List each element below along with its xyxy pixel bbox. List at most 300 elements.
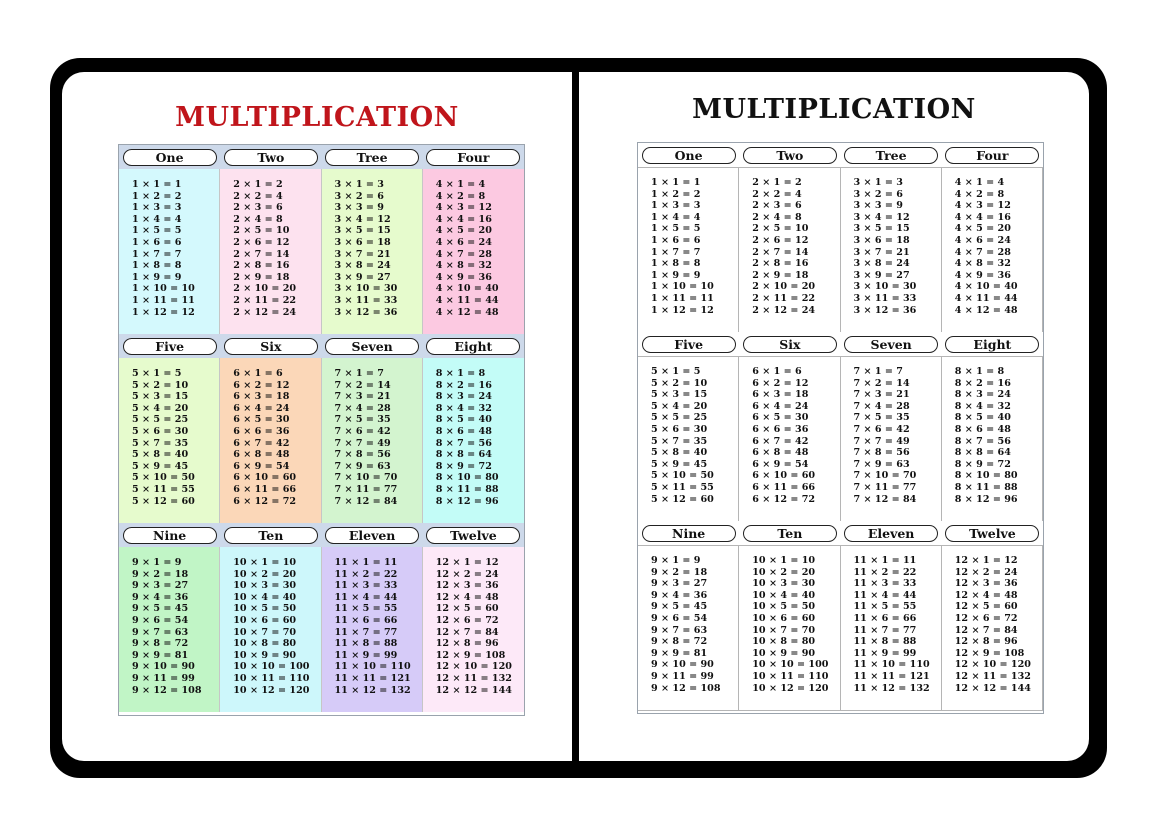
equation-line: 5 × 5 = 25: [651, 412, 708, 424]
table-columns: [119, 358, 524, 523]
equation-line: 1 × 9 = 9: [651, 269, 701, 281]
equation-line: 8 × 3 = 24: [954, 389, 1011, 401]
equation-line: 6 × 8 = 48: [233, 449, 290, 461]
equation-line: 9 × 4 = 36: [132, 591, 189, 603]
times-table-column: [423, 169, 524, 334]
equation-line: 9 × 1 = 9: [651, 555, 701, 566]
table-header-cell: [841, 332, 942, 356]
table-block-row: [638, 332, 1043, 522]
equation-line: 10 × 2 = 20: [752, 566, 816, 578]
equation-line: 2 × 2 = 4: [233, 190, 283, 202]
equation-line: 10 × 10 = 100: [233, 661, 310, 673]
table-name-label: Ten: [224, 527, 318, 544]
equation-line: 6 × 10 = 60: [233, 472, 297, 484]
equation-line: 6 × 7 = 42: [233, 437, 290, 449]
colored-sheet: [62, 72, 572, 761]
equation-line: 10 × 10 = 100: [752, 659, 829, 671]
equation-line: 5 × 6 = 30: [132, 425, 189, 437]
times-table-column: [119, 547, 220, 712]
table-name-label: Nine: [123, 527, 217, 544]
equation-line: 10 × 5 = 50: [752, 601, 816, 613]
table-header-cell: [638, 143, 739, 167]
equation-line: 2 × 6 = 12: [233, 236, 290, 248]
equation-line: 4 × 11 = 44: [435, 294, 499, 306]
equation-line: 9 × 10 = 90: [132, 661, 195, 673]
equation-line: 10 × 11 = 110: [233, 672, 310, 684]
equation-line: 8 × 1 = 8: [954, 366, 1005, 377]
equation-line: 1 × 7 = 7: [132, 248, 182, 260]
equation-line: 5 × 3 = 15: [132, 391, 189, 403]
table-name-label: Four: [945, 147, 1039, 164]
times-table-column: [942, 356, 1043, 521]
equation-line: 8 × 2 = 16: [954, 377, 1011, 389]
table-header-cell: [322, 145, 423, 169]
equation-line: 8 × 4 = 32: [954, 400, 1011, 412]
equation-line: 2 × 12 = 24: [233, 306, 297, 318]
equation-line: 5 × 7 = 35: [132, 437, 189, 449]
equation-line: 4 × 1 = 4: [435, 179, 486, 190]
equation-line: 2 × 9 = 18: [752, 269, 809, 281]
equation-line: 1 × 2 = 2: [651, 188, 701, 200]
equation-line: 10 × 9 = 90: [233, 649, 297, 661]
equation-line: 7 × 3 = 21: [853, 389, 910, 401]
equation-line: 8 × 7 = 56: [435, 437, 492, 449]
equation-line: 8 × 1 = 8: [435, 368, 486, 379]
equation-line: 12 × 2 = 24: [954, 566, 1018, 578]
equation-line: 4 × 10 = 40: [435, 283, 499, 295]
equation-line: 6 × 6 = 36: [233, 425, 290, 437]
equation-line: 7 × 4 = 28: [853, 400, 910, 412]
equation-line: 11 × 2 = 22: [853, 566, 917, 578]
equation-line: 6 × 4 = 24: [233, 402, 290, 414]
equation-line: 10 × 9 = 90: [752, 647, 816, 659]
equation-line: 3 × 5 = 15: [334, 225, 391, 237]
equation-line: 6 × 5 = 30: [233, 414, 290, 426]
equation-line: 10 × 3 = 30: [233, 580, 297, 592]
times-table-column: [638, 545, 739, 710]
equation-line: 5 × 4 = 20: [132, 402, 189, 414]
equation-line: 4 × 12 = 48: [435, 306, 499, 318]
equation-line: 6 × 4 = 24: [752, 400, 809, 412]
equation-line: 11 × 9 = 99: [853, 647, 917, 659]
equation-line: 9 × 3 = 27: [132, 580, 189, 592]
times-table-column: [322, 169, 423, 334]
equation-line: 5 × 11 = 55: [651, 481, 714, 493]
equation-line: 1 × 8 = 8: [651, 258, 701, 270]
equation-line: 10 × 1 = 10: [233, 557, 297, 568]
equation-line: 7 × 3 = 21: [334, 391, 391, 403]
equation-line: 11 × 8 = 88: [853, 636, 917, 648]
times-table-column: [739, 167, 840, 332]
equation-line: 3 × 1 = 3: [334, 179, 384, 190]
equation-line: 8 × 8 = 64: [435, 449, 492, 461]
equation-line: 6 × 12 = 72: [752, 493, 816, 505]
equation-line: 10 × 7 = 70: [233, 626, 297, 638]
table-name-label: One: [123, 149, 217, 166]
equation-line: 10 × 4 = 40: [752, 589, 816, 601]
equation-line: 6 × 10 = 60: [752, 470, 816, 482]
equation-line: 6 × 3 = 18: [233, 391, 290, 403]
equation-line: 10 × 6 = 60: [752, 612, 816, 624]
times-table-column: [638, 356, 739, 521]
equation-line: 8 × 9 = 72: [435, 460, 492, 472]
equation-line: 11 × 5 = 55: [853, 601, 917, 613]
equation-line: 7 × 7 = 49: [334, 437, 391, 449]
equation-line: 4 × 3 = 12: [435, 202, 492, 214]
table-block-row: [119, 334, 524, 523]
equation-line: 3 × 5 = 15: [853, 223, 910, 235]
equation-line: 5 × 12 = 60: [132, 495, 195, 507]
equation-line: 11 × 6 = 66: [853, 612, 917, 624]
table-name-label: Tree: [844, 147, 938, 164]
table-name-label: Six: [743, 336, 837, 353]
times-table-column: [841, 545, 942, 710]
equation-line: 2 × 8 = 16: [233, 260, 290, 272]
table-name-label: Twelve: [426, 527, 520, 544]
equation-line: 3 × 12 = 36: [853, 304, 917, 316]
equation-line: 4 × 12 = 48: [954, 304, 1018, 316]
equation-line: 8 × 5 = 40: [435, 414, 492, 426]
equation-line: 12 × 5 = 60: [435, 603, 499, 615]
equation-line: 2 × 9 = 18: [233, 271, 290, 283]
equation-line: 11 × 7 = 77: [853, 624, 917, 636]
equation-line: 12 × 6 = 72: [435, 614, 499, 626]
equation-line: 2 × 10 = 20: [752, 281, 816, 293]
equation-line: 5 × 3 = 15: [651, 389, 708, 401]
equation-line: 1 × 4 = 4: [132, 213, 182, 225]
equation-line: 8 × 9 = 72: [954, 458, 1011, 470]
plain-times-table-grid: [637, 142, 1044, 714]
equation-line: 8 × 4 = 32: [435, 402, 492, 414]
table-columns: [119, 547, 524, 712]
equation-line: 4 × 8 = 32: [954, 258, 1011, 270]
equation-line: 12 × 3 = 36: [435, 580, 499, 592]
equation-line: 12 × 9 = 108: [954, 647, 1025, 659]
table-header-cell: [638, 521, 739, 545]
table-name-label: Eleven: [844, 525, 938, 542]
table-header-cell: [638, 332, 739, 356]
table-header-cell: [119, 523, 220, 547]
equation-line: 7 × 2 = 14: [853, 377, 910, 389]
equation-line: 6 × 2 = 12: [233, 379, 290, 391]
equation-line: 12 × 4 = 48: [435, 591, 499, 603]
equation-line: 7 × 5 = 35: [853, 412, 910, 424]
table-name-label: Five: [123, 338, 217, 355]
times-table-column: [423, 547, 524, 712]
table-name-label: Six: [224, 338, 318, 355]
equation-line: 3 × 11 = 33: [334, 294, 398, 306]
equation-line: 6 × 5 = 30: [752, 412, 809, 424]
times-table-column: [119, 358, 220, 523]
equation-line: 2 × 4 = 8: [752, 211, 802, 223]
equation-line: 3 × 3 = 9: [853, 200, 903, 212]
equation-line: 5 × 4 = 20: [651, 400, 708, 412]
equation-line: 5 × 2 = 10: [132, 379, 189, 391]
times-table-column: [322, 358, 423, 523]
equation-line: 12 × 11 = 132: [435, 672, 512, 684]
equation-line: 1 × 11 = 11: [132, 294, 195, 306]
equation-line: 12 × 10 = 120: [435, 661, 512, 673]
table-columns: [119, 169, 524, 334]
equation-line: 6 × 1 = 6: [233, 368, 283, 379]
equation-line: 2 × 4 = 8: [233, 213, 283, 225]
equation-line: 7 × 6 = 42: [853, 423, 910, 435]
equation-line: 10 × 2 = 20: [233, 568, 297, 580]
equation-line: 4 × 8 = 32: [435, 260, 492, 272]
equation-line: 12 × 1 = 12: [435, 557, 499, 568]
equation-line: 8 × 6 = 48: [435, 425, 492, 437]
equation-line: 3 × 8 = 24: [334, 260, 391, 272]
equation-line: 2 × 12 = 24: [752, 304, 816, 316]
equation-line: 4 × 9 = 36: [954, 269, 1011, 281]
equation-line: 4 × 5 = 20: [435, 225, 492, 237]
equation-line: 9 × 2 = 18: [651, 566, 708, 578]
table-header-cell: [739, 332, 840, 356]
equation-line: 3 × 9 = 27: [853, 269, 910, 281]
table-block-row: [119, 145, 524, 334]
equation-line: 5 × 9 = 45: [132, 460, 189, 472]
equation-line: 10 × 3 = 30: [752, 578, 816, 590]
equation-line: 7 × 9 = 63: [334, 460, 391, 472]
equation-line: 1 × 7 = 7: [651, 246, 701, 258]
times-table-column: [638, 167, 739, 332]
equation-line: 3 × 10 = 30: [853, 281, 917, 293]
equation-line: 9 × 10 = 90: [651, 659, 714, 671]
equation-line: 9 × 12 = 108: [132, 684, 202, 696]
equation-line: 5 × 10 = 50: [651, 470, 714, 482]
equation-line: 5 × 5 = 25: [132, 414, 189, 426]
equation-line: 4 × 7 = 28: [954, 246, 1011, 258]
equation-line: 4 × 2 = 8: [954, 188, 1005, 200]
equation-line: 8 × 10 = 80: [435, 472, 499, 484]
equation-line: 7 × 1 = 7: [334, 368, 384, 379]
equation-line: 9 × 11 = 99: [651, 670, 714, 682]
table-block-row: [638, 143, 1043, 333]
table-name-label: Two: [743, 147, 837, 164]
equation-line: 8 × 12 = 96: [435, 495, 499, 507]
table-header-cell: [942, 521, 1043, 545]
table-name-label: Twelve: [945, 525, 1039, 542]
equation-line: 7 × 1 = 7: [853, 366, 903, 377]
equation-line: 7 × 7 = 49: [853, 435, 910, 447]
times-table-column: [942, 167, 1043, 332]
plain-sheet: [579, 72, 1089, 761]
equation-line: 2 × 6 = 12: [752, 234, 809, 246]
equation-line: 3 × 3 = 9: [334, 202, 384, 214]
equation-line: 2 × 1 = 2: [233, 179, 283, 190]
equation-line: 9 × 12 = 108: [651, 682, 721, 694]
equation-line: 7 × 9 = 63: [853, 458, 910, 470]
equation-line: 5 × 2 = 10: [651, 377, 708, 389]
table-name-label: Nine: [642, 525, 736, 542]
equation-line: 5 × 12 = 60: [651, 493, 714, 505]
equation-line: 7 × 4 = 28: [334, 402, 391, 414]
equation-line: 4 × 4 = 16: [954, 211, 1011, 223]
equation-line: 5 × 6 = 30: [651, 423, 708, 435]
equation-line: 8 × 6 = 48: [954, 423, 1011, 435]
times-table-column: [942, 545, 1043, 710]
table-header-cell: [220, 523, 321, 547]
equation-line: 2 × 7 = 14: [233, 248, 290, 260]
times-table-column: [220, 547, 321, 712]
equation-line: 4 × 7 = 28: [435, 248, 492, 260]
equation-line: 1 × 4 = 4: [651, 211, 701, 223]
equation-line: 1 × 9 = 9: [132, 271, 182, 283]
equation-line: 1 × 2 = 2: [132, 190, 182, 202]
equation-line: 8 × 7 = 56: [954, 435, 1011, 447]
table-header-cell: [423, 145, 524, 169]
equation-line: 1 × 3 = 3: [132, 202, 182, 214]
table-header-cell: [739, 143, 840, 167]
equation-line: 11 × 3 = 33: [853, 578, 917, 590]
equation-line: 9 × 9 = 81: [651, 647, 708, 659]
equation-line: 1 × 3 = 3: [651, 200, 701, 212]
header-strip: [119, 523, 524, 547]
equation-line: 3 × 4 = 12: [853, 211, 910, 223]
equation-line: 8 × 5 = 40: [954, 412, 1011, 424]
equation-line: 6 × 2 = 12: [752, 377, 809, 389]
table-header-cell: [119, 145, 220, 169]
equation-line: 11 × 10 = 110: [853, 659, 930, 671]
equation-line: 3 × 1 = 3: [853, 177, 903, 188]
equation-line: 6 × 6 = 36: [752, 423, 809, 435]
equation-line: 6 × 7 = 42: [752, 435, 809, 447]
equation-line: 12 × 4 = 48: [954, 589, 1018, 601]
equation-line: 12 × 5 = 60: [954, 601, 1018, 613]
colored-sheet-title: MULTIPLICATION: [175, 102, 459, 133]
table-block-row: [638, 521, 1043, 711]
table-name-label: Two: [224, 149, 318, 166]
equation-line: 11 × 8 = 88: [334, 638, 398, 650]
equation-line: 7 × 12 = 84: [334, 495, 398, 507]
equation-line: 12 × 12 = 144: [435, 684, 512, 696]
equation-line: 2 × 8 = 16: [752, 258, 809, 270]
equation-line: 9 × 8 = 72: [651, 636, 708, 648]
equation-line: 3 × 7 = 21: [853, 246, 910, 258]
equation-line: 1 × 12 = 12: [651, 304, 714, 316]
equation-line: 4 × 3 = 12: [954, 200, 1011, 212]
equation-line: 11 × 1 = 11: [334, 557, 398, 568]
equation-line: 2 × 11 = 22: [752, 292, 816, 304]
equation-line: 11 × 3 = 33: [334, 580, 398, 592]
table-header-cell: [220, 334, 321, 358]
equation-line: 1 × 10 = 10: [132, 283, 195, 295]
header-strip: [119, 145, 524, 169]
equation-line: 6 × 9 = 54: [752, 458, 809, 470]
equation-line: 11 × 12 = 132: [334, 684, 411, 696]
table-header-cell: [322, 523, 423, 547]
table-name-label: Five: [642, 336, 736, 353]
equation-line: 6 × 11 = 66: [233, 483, 297, 495]
equation-line: 3 × 7 = 21: [334, 248, 391, 260]
equation-line: 1 × 1 = 1: [651, 177, 701, 188]
equation-line: 10 × 5 = 50: [233, 603, 297, 615]
equation-line: 8 × 11 = 88: [435, 483, 499, 495]
equation-line: 10 × 1 = 10: [752, 555, 816, 566]
table-name-label: Four: [426, 149, 520, 166]
equation-line: 4 × 5 = 20: [954, 223, 1011, 235]
table-header-cell: [423, 523, 524, 547]
equation-line: 11 × 2 = 22: [334, 568, 398, 580]
table-header-cell: [841, 143, 942, 167]
header-strip: [638, 521, 1043, 546]
equation-line: 11 × 10 = 110: [334, 661, 411, 673]
equation-line: 3 × 6 = 18: [334, 236, 391, 248]
times-table-column: [119, 169, 220, 334]
equation-line: 12 × 6 = 72: [954, 612, 1018, 624]
equation-line: 9 × 2 = 18: [132, 568, 189, 580]
table-header-cell: [423, 334, 524, 358]
equation-line: 5 × 11 = 55: [132, 483, 195, 495]
times-table-column: [220, 358, 321, 523]
equation-line: 11 × 11 = 121: [853, 670, 930, 682]
equation-line: 9 × 6 = 54: [132, 614, 189, 626]
equation-line: 8 × 2 = 16: [435, 379, 492, 391]
equation-line: 10 × 8 = 80: [233, 638, 297, 650]
equation-line: 5 × 7 = 35: [651, 435, 708, 447]
equation-line: 5 × 10 = 50: [132, 472, 195, 484]
equation-line: 12 × 3 = 36: [954, 578, 1018, 590]
equation-line: 11 × 7 = 77: [334, 626, 398, 638]
equation-line: 4 × 11 = 44: [954, 292, 1018, 304]
equation-line: 10 × 6 = 60: [233, 614, 297, 626]
header-strip: [638, 143, 1043, 168]
equation-line: 3 × 2 = 6: [853, 188, 903, 200]
equation-line: 2 × 3 = 6: [233, 202, 283, 214]
equation-line: 9 × 1 = 9: [132, 557, 182, 568]
equation-line: 9 × 7 = 63: [132, 626, 189, 638]
equation-line: 5 × 1 = 5: [651, 366, 701, 377]
equation-line: 2 × 10 = 20: [233, 283, 297, 295]
equation-line: 1 × 1 = 1: [132, 179, 182, 190]
equation-line: 11 × 9 = 99: [334, 649, 398, 661]
equation-line: 3 × 4 = 12: [334, 213, 391, 225]
times-table-column: [841, 356, 942, 521]
equation-line: 9 × 3 = 27: [651, 578, 708, 590]
equation-line: 1 × 5 = 5: [132, 225, 182, 237]
equation-line: 7 × 10 = 70: [853, 470, 917, 482]
equation-line: 11 × 6 = 66: [334, 614, 398, 626]
table-name-label: Tree: [325, 149, 419, 166]
equation-line: 7 × 2 = 14: [334, 379, 391, 391]
times-table-column: [220, 169, 321, 334]
equation-line: 9 × 8 = 72: [132, 638, 189, 650]
equation-line: 8 × 11 = 88: [954, 481, 1018, 493]
equation-line: 4 × 2 = 8: [435, 190, 486, 202]
equation-line: 12 × 12 = 144: [954, 682, 1031, 694]
equation-line: 11 × 4 = 44: [853, 589, 917, 601]
equation-line: 4 × 1 = 4: [954, 177, 1005, 188]
equation-line: 10 × 4 = 40: [233, 591, 297, 603]
equation-line: 1 × 12 = 12: [132, 306, 195, 318]
equation-line: 1 × 8 = 8: [132, 260, 182, 272]
equation-line: 8 × 8 = 64: [954, 447, 1011, 459]
equation-line: 6 × 3 = 18: [752, 389, 809, 401]
equation-line: 4 × 4 = 16: [435, 213, 492, 225]
equation-line: 12 × 8 = 96: [435, 638, 499, 650]
equation-line: 7 × 12 = 84: [853, 493, 917, 505]
equation-line: 7 × 11 = 77: [334, 483, 398, 495]
equation-line: 4 × 6 = 24: [954, 234, 1011, 246]
equation-line: 9 × 5 = 45: [651, 601, 708, 613]
table-header-cell: [942, 332, 1043, 356]
equation-line: 6 × 11 = 66: [752, 481, 816, 493]
times-table-column: [841, 167, 942, 332]
equation-line: 4 × 9 = 36: [435, 271, 492, 283]
equation-line: 7 × 8 = 56: [334, 449, 391, 461]
table-header-cell: [220, 145, 321, 169]
table-name-label: Eight: [426, 338, 520, 355]
